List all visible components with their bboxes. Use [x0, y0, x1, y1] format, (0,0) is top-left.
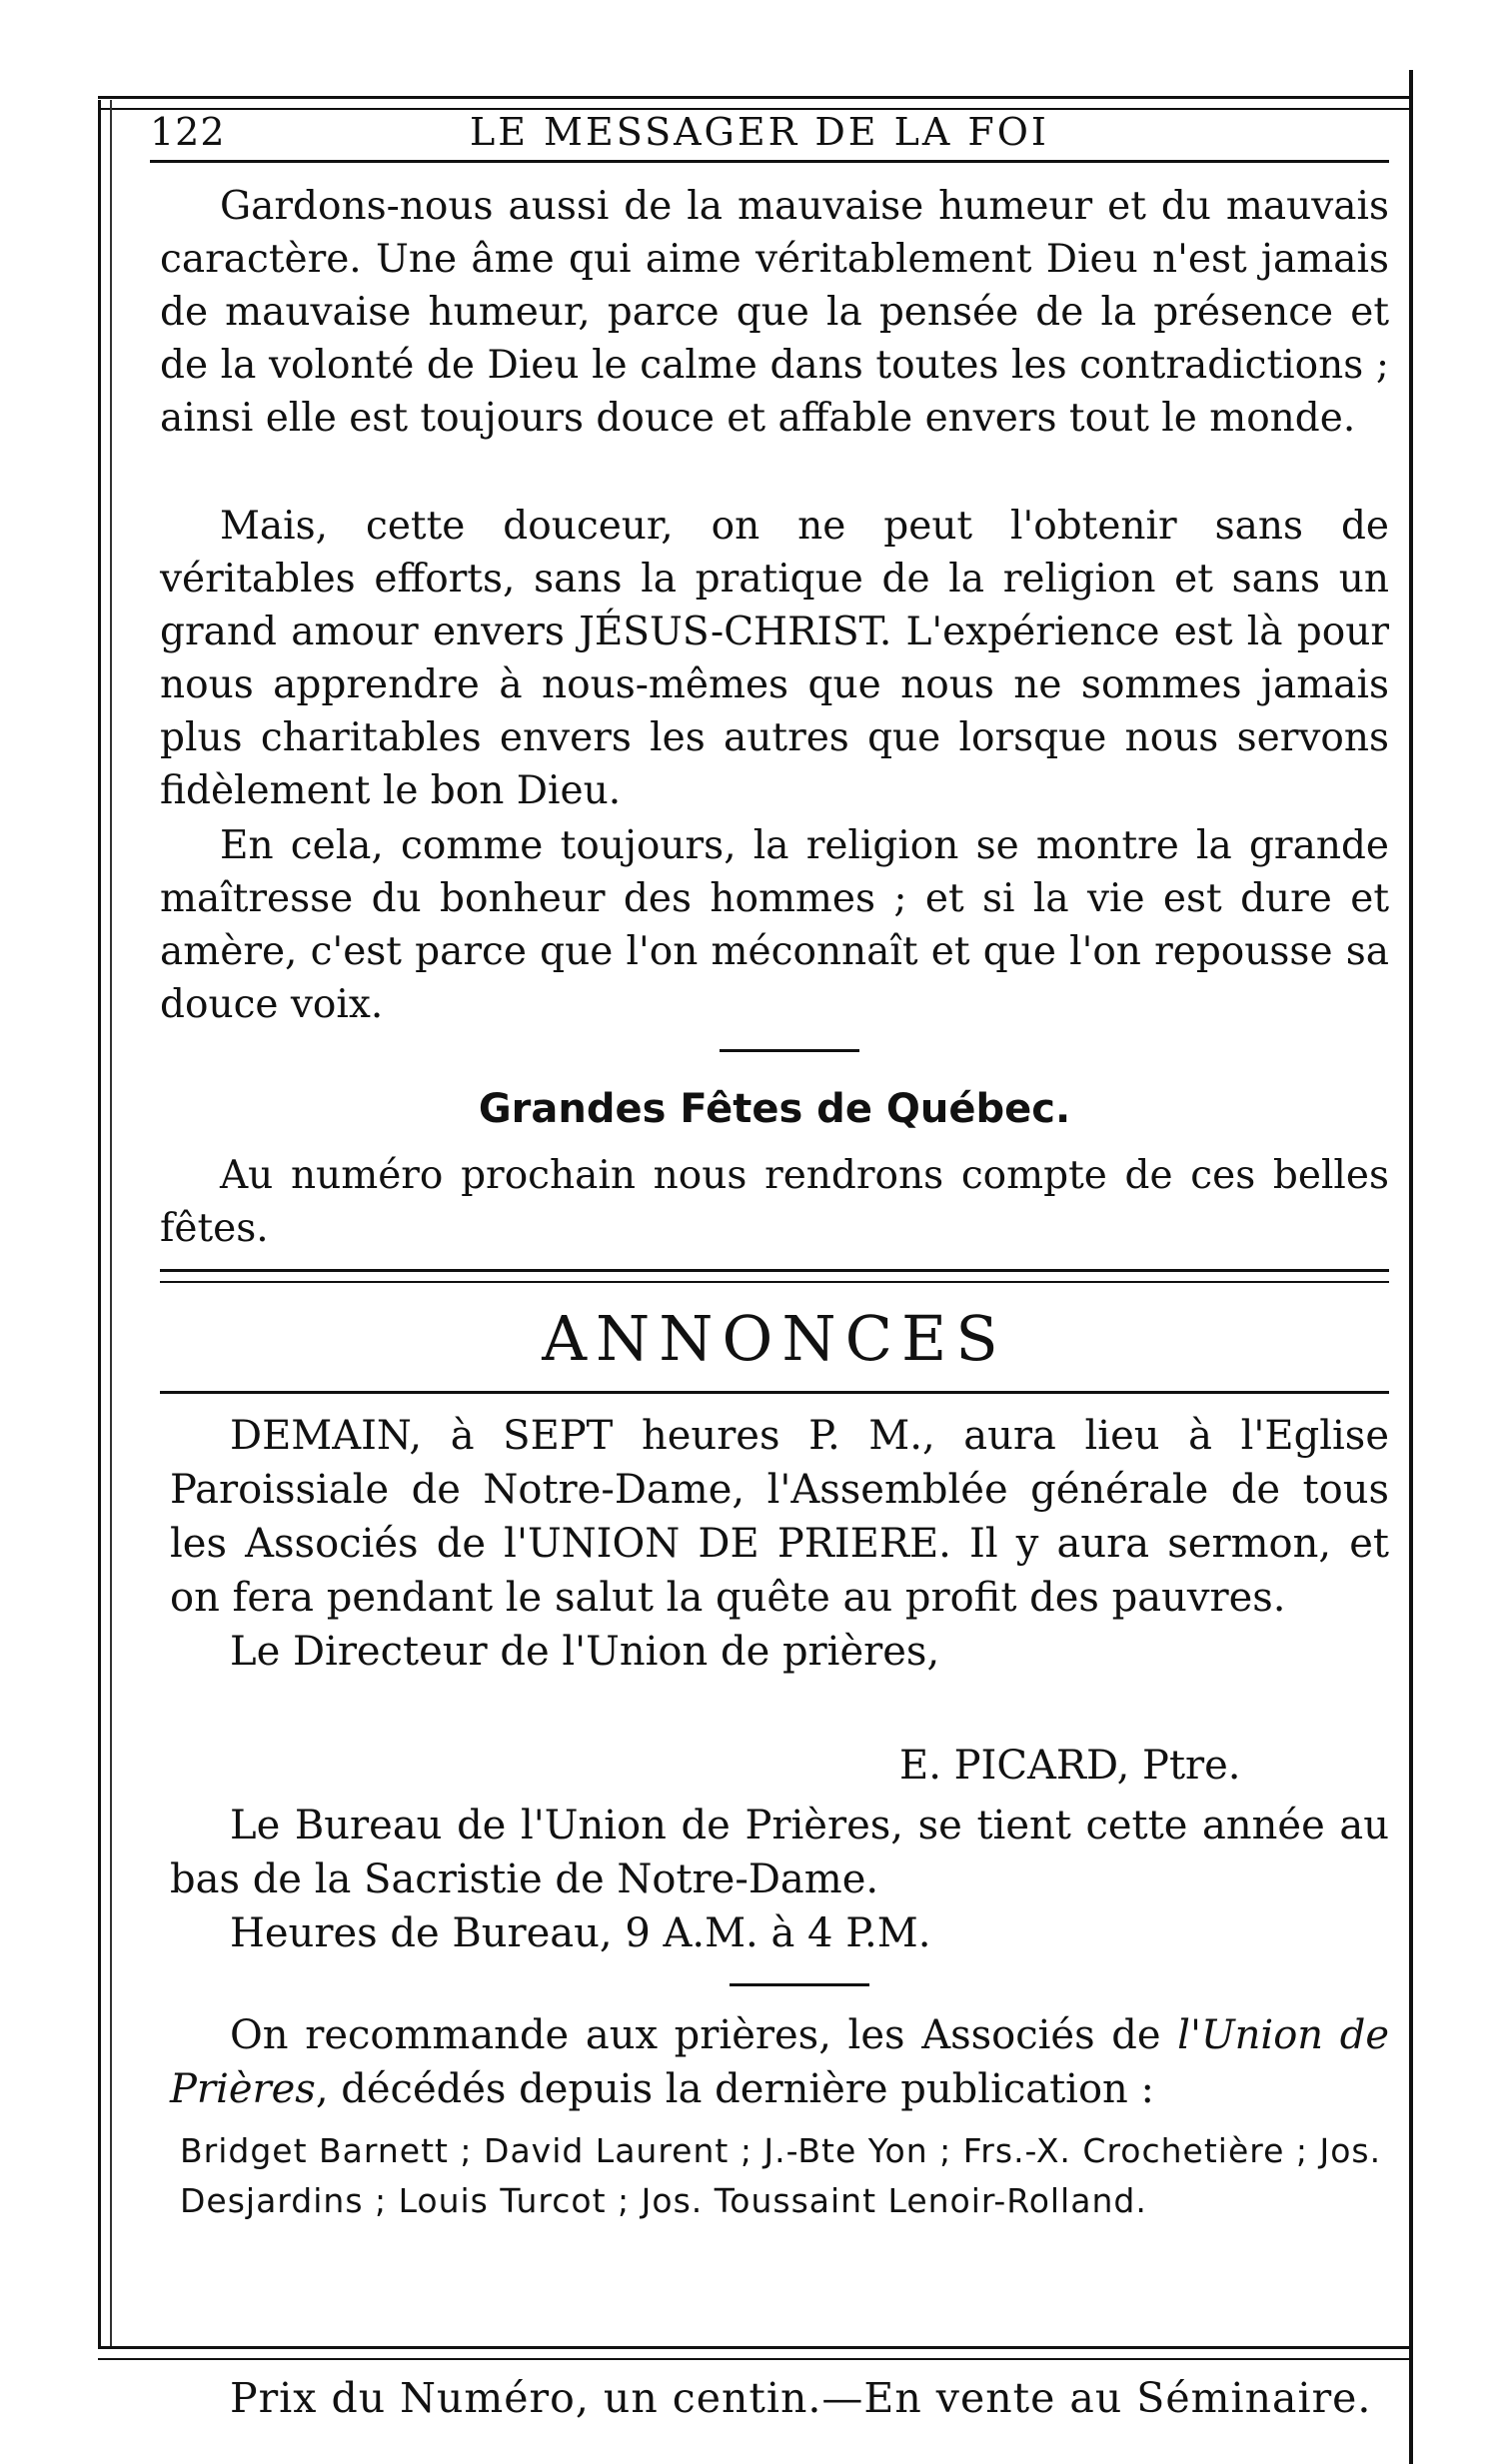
fetes-paragraph [160, 1149, 1389, 1255]
announcement-rest: , décédés depuis la dernière publication : [315, 2066, 1155, 2112]
announcement-prayers [170, 2008, 1389, 2116]
announcement-text [170, 2008, 1389, 2116]
signature: E. PICARD, Ptre. [899, 1743, 1241, 1789]
frame-left-inner-rule [110, 100, 112, 2348]
annonces-heading: ANNONCES [542, 1302, 1007, 1375]
announcement-text: Le Bureau de l'Union de Prières, se tient cette année au bas de la Sacristie de Notre-Dame. [170, 1803, 1389, 1902]
frame-left-rule [98, 100, 101, 2348]
running-head-rule [150, 160, 1389, 163]
paragraph-text: En cela, comme toujours, la religion se montre la grande maîtresse du bonheur des hommes ; et si la vie est dure et amère, c'est parce que l'on méconnaît et que l'on repousse sa douce voix. [160, 823, 1389, 1027]
paragraph-text: Gardons-nous aussi de la mauvaise humeur et du mauvais caractère. Une âme qui aime véritablement Dieu n'est jamais de mauvaise humeur, parce que la pensée de la présence et de la volonté de Dieu le calme dans toutes les contradictions ; ainsi elle est toujours douce et affable envers tout le monde. [160, 184, 1389, 441]
paragraph-text: Mais, cette douceur, on ne peut l'obtenir sans de véritables efforts, sans la pratique de la religion et sans un grand amour envers JÉSUS-CHRIST. L'expérience est là pour nous apprendre à nous-mêmes que nous ne sommes jamais plus charitables envers les autres que lorsque nous servons fidèlement le bon Dieu. [160, 504, 1389, 813]
frame-bottom-inner-rule [98, 2358, 1413, 2360]
union-name: l'Union de Prières [170, 2012, 1389, 2112]
section-divider [730, 1983, 869, 1986]
fetes-heading: Grandes Fêtes de Québec. [478, 1086, 1071, 1132]
body-paragraph-3 [160, 819, 1389, 1031]
body-paragraph-1 [160, 180, 1389, 445]
frame-right-rule [1409, 70, 1413, 2464]
frame-bottom-rule [98, 2346, 1413, 2349]
names-list: Bridget Barnett ; David Laurent ; J.-Bte Yon ; Frs.-X. Crochetière ; Jos. Desjardins ; Louis Turcot ; Jos. Toussaint Lenoir-Rolland. [180, 2131, 1382, 2220]
announcement-text: DEMAIN, à SEPT heures P. M., aura lieu à l'Eglise Paroissiale de Notre-Dame, l'Assemblée générale de tous les Associés de l'UNION DE PRIERE. Il y aura sermon, et on fera pendant le salut la quête au profit des pauvres. [170, 1413, 1389, 1621]
double-rule-bottom [160, 1281, 1389, 1283]
frame-top-rule [98, 96, 1413, 99]
deceased-names [180, 2126, 1389, 2226]
journal-title: LE MESSAGER DE LA FOI [470, 110, 1049, 154]
announcement-closing: Le Directeur de l'Union de prières, [230, 1629, 940, 1675]
announcement-intro: On recommande aux prières, les Associés de [230, 2012, 1178, 2058]
announcement-bureau [170, 1799, 1389, 1960]
announcement-assembly [170, 1409, 1389, 1679]
running-head [150, 110, 1389, 160]
annonces-rule [160, 1391, 1389, 1394]
paragraph-text: Au numéro prochain nous rendrons compte de ces belles fêtes. [160, 1153, 1389, 1251]
footer-price: Prix du Numéro, un centin.—En vente au Séminaire. [230, 2374, 1372, 2422]
body-paragraph-2 [160, 500, 1389, 817]
announcement-hours: Heures de Bureau, 9 A.M. à 4 P.M. [230, 1910, 931, 1956]
section-divider [720, 1049, 859, 1052]
double-rule-top [160, 1269, 1389, 1272]
page-number: 122 [150, 110, 226, 154]
